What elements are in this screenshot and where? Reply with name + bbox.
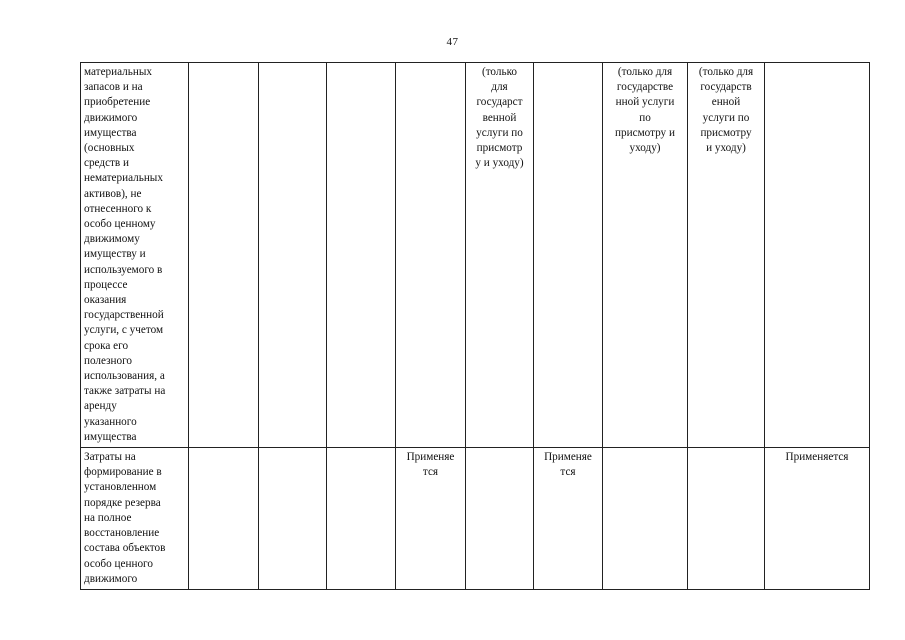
cell-text-line: венной (482, 111, 517, 124)
cell-text-line: для (491, 81, 508, 94)
cell-text-line: восстановление (84, 527, 160, 540)
cell-text-line: присмотру (700, 126, 752, 139)
cell-text-line: отнесенного к (84, 202, 152, 215)
cell-text-line: (только для (617, 66, 673, 78)
cell-text-line: движимого (84, 572, 138, 585)
row-label-cell (81, 63, 189, 448)
cell-text-line: присмотр (476, 142, 523, 155)
table-cell (765, 448, 870, 590)
cell-text-line: Применяется (785, 451, 849, 464)
cell-text-line: средств и (84, 157, 129, 170)
cell-text-line: по (639, 111, 651, 124)
table-cell (189, 63, 259, 448)
table-row (81, 448, 870, 590)
cell-text-line: Применяе (544, 451, 592, 464)
cell-text-line: нематериальных (84, 172, 163, 185)
cell-text-line: (только для (698, 66, 754, 78)
cell-text-line: (только (481, 66, 518, 78)
table-cell (396, 448, 466, 590)
table-cell (259, 448, 327, 590)
table-cell (327, 448, 396, 590)
table-cell (466, 448, 534, 590)
cell-text-line: особо ценного (84, 557, 153, 570)
cell-text-line: государств (700, 81, 752, 94)
cell-text-line: тся (422, 466, 439, 479)
table-cell (603, 63, 688, 448)
cell-text-line: услуги по (476, 126, 523, 139)
cell-text-line: государстве (616, 81, 674, 94)
table-cell (189, 448, 259, 590)
table-cell (259, 63, 327, 448)
cell-text-line: имущества (84, 430, 137, 443)
cell-text-line: и уходу) (706, 142, 746, 155)
cell-text-line: Затраты на (84, 451, 136, 464)
cell-text-line: оказания (84, 294, 127, 307)
cell-text-line: порядке резерва (84, 496, 161, 509)
table-cell (327, 63, 396, 448)
cell-text-line: состава объектов (84, 542, 166, 555)
cell-text-line: нной услуги (615, 96, 675, 109)
document-table (80, 62, 870, 590)
cell-text-line: енной (711, 96, 741, 109)
table-cell (603, 448, 688, 590)
table-cell (688, 63, 765, 448)
cell-text-line: услуги, с учетом (84, 324, 164, 337)
cell-text-line: установленном (84, 481, 157, 494)
cell-text-line: указанного (84, 415, 137, 428)
cell-text-line: (основных (84, 142, 135, 155)
cell-text-line: имущества (84, 126, 137, 139)
cell-text-line: имуществу и (84, 248, 146, 261)
cell-text-line: у и уходу) (475, 157, 524, 170)
table-cell (765, 63, 870, 448)
cell-text-line: материальных (84, 66, 152, 78)
cell-text-line: движимому (84, 233, 140, 246)
cell-text-line: активов), не (84, 187, 142, 200)
cell-text-line: присмотру и (615, 126, 675, 139)
cell-text-line: также затраты на (84, 385, 166, 398)
cell-text-line: на полное (84, 511, 132, 524)
table-cell (466, 63, 534, 448)
cell-text-line: государст (476, 96, 523, 109)
table-cell (534, 63, 603, 448)
cell-text-line: запасов и на (84, 81, 143, 94)
cell-text-line: государственной (84, 309, 164, 322)
cell-text-line: полезного (84, 354, 133, 367)
cell-text-line: аренду (84, 400, 117, 413)
cell-text-line: приобретение (84, 96, 151, 109)
table-cell (396, 63, 466, 448)
cell-text-line: используемого в (84, 263, 163, 276)
row-label-cell (81, 448, 189, 590)
cell-text-line: формирование в (84, 466, 162, 479)
page-number: 47 (446, 36, 459, 48)
cell-text-line: движимого (84, 111, 138, 124)
cell-text-line: особо ценному (84, 218, 156, 231)
cell-text-line: процессе (84, 278, 128, 291)
cell-text-line: срока его (84, 339, 129, 352)
table-row (81, 63, 870, 448)
table-cell (534, 448, 603, 590)
cell-text-line: Применяе (406, 451, 455, 464)
cell-text-line: использования, а (84, 370, 165, 383)
cell-text-line: уходу) (629, 142, 661, 155)
table-cell (688, 448, 765, 590)
cell-text-line: тся (560, 466, 576, 479)
cell-text-line: услуги по (702, 111, 750, 124)
